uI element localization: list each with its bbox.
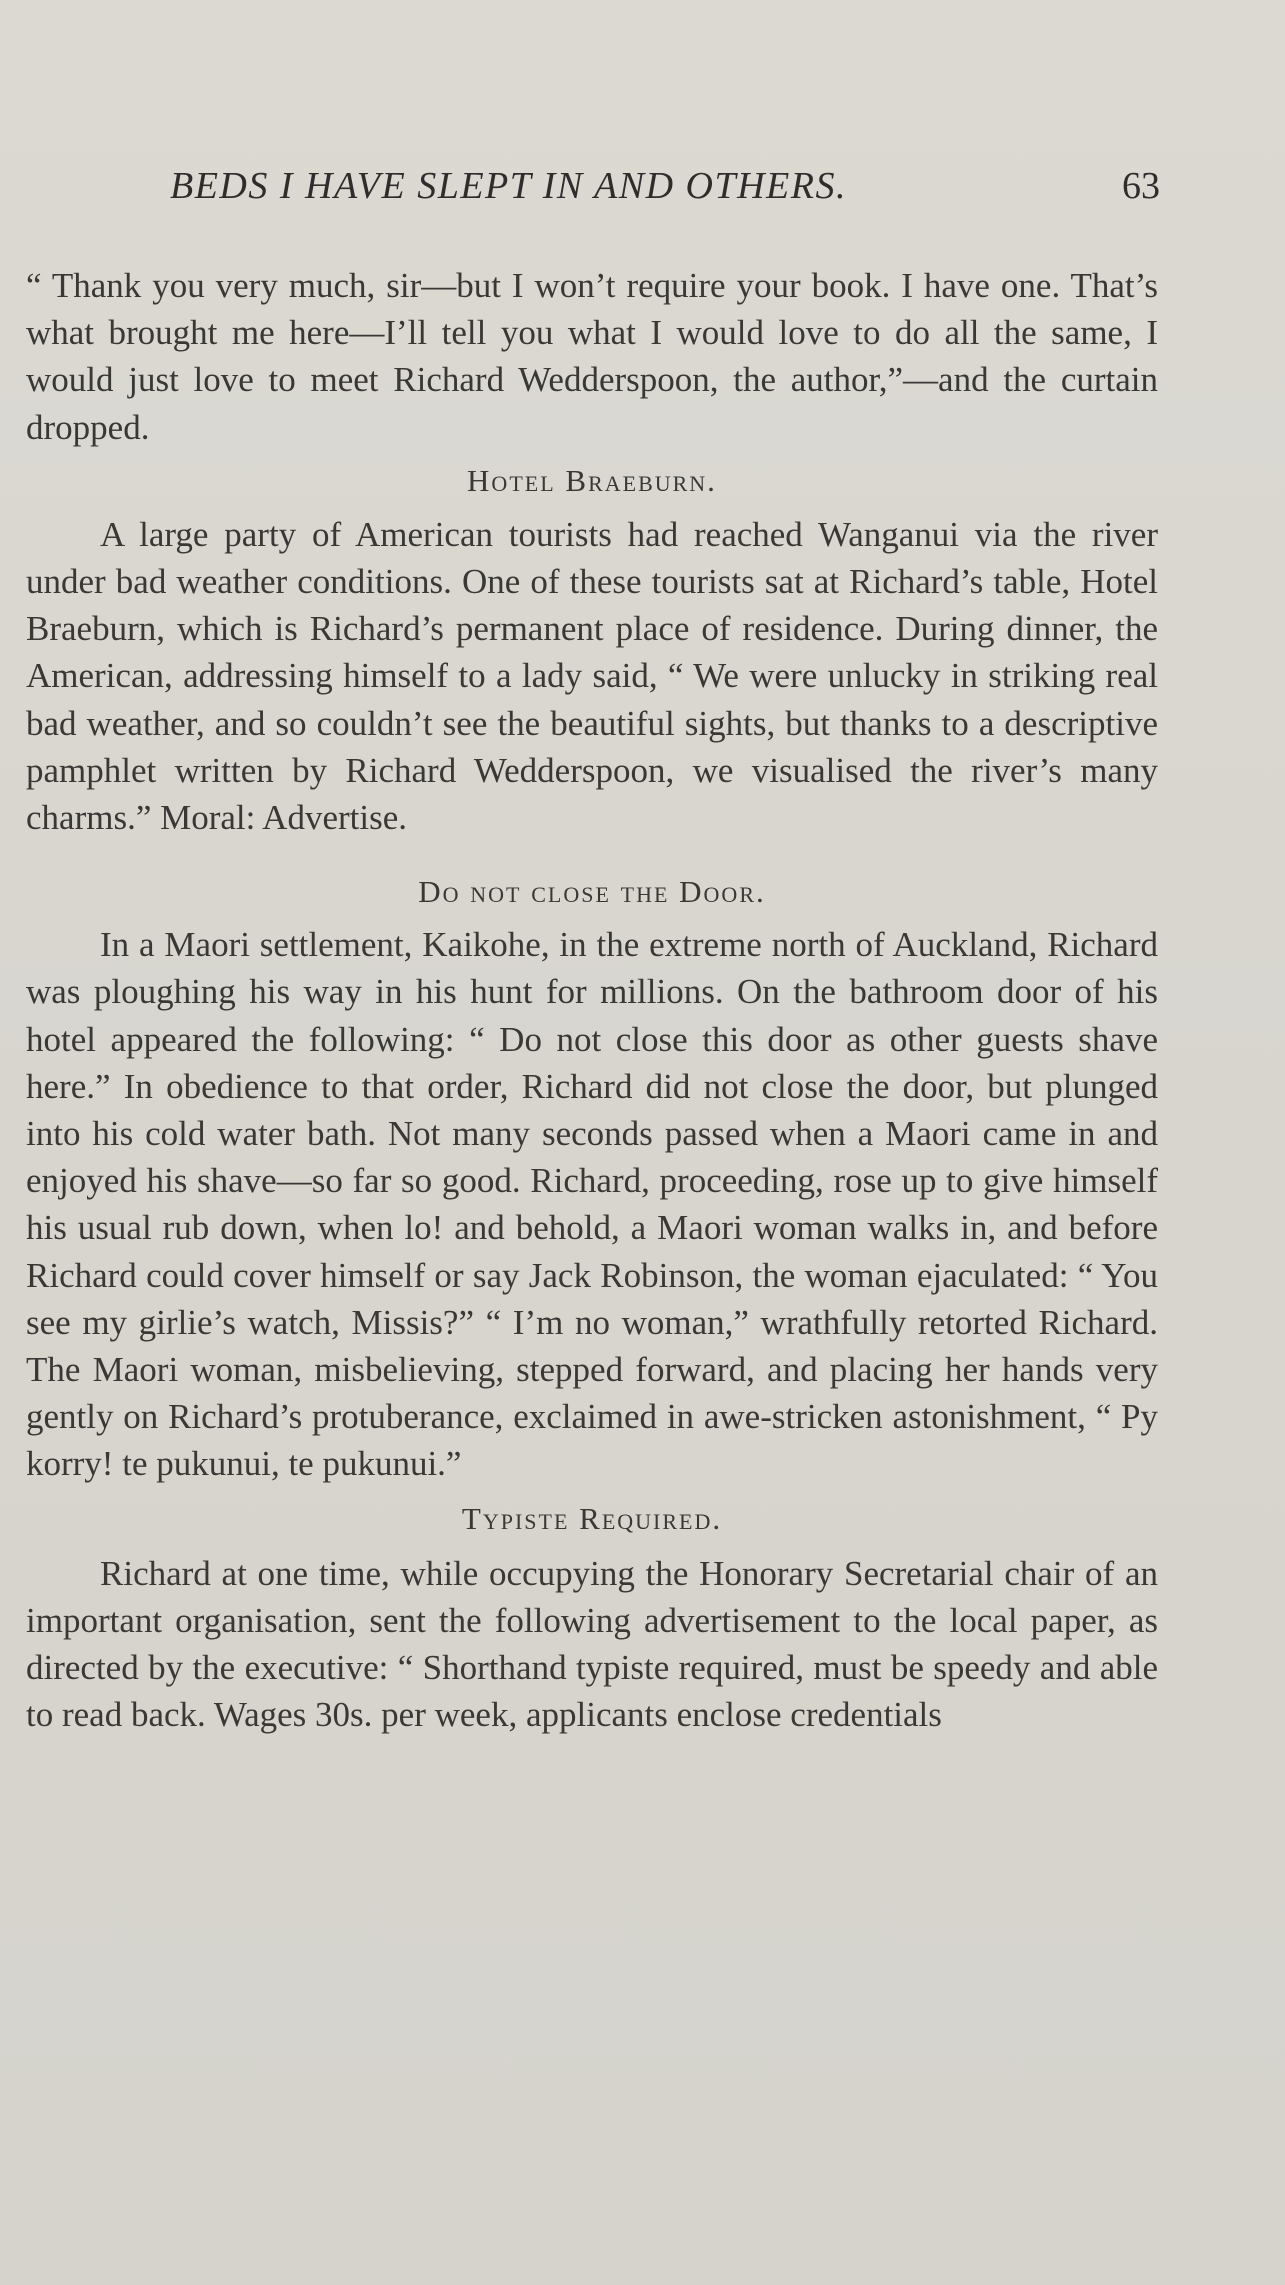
page-number: 63 [1122,165,1160,207]
paragraph-curtain: “ Thank you very much, sir—but I won’t require your book. I have one. That’s what brought me here—I’ll tell you what I would love to do all the same, I would just love to meet Richard Wedderspoon, the author,”—and the curtain dropped. [26,266,1158,447]
section-heading-typiste-required: Typiste Required. [461,1500,723,1536]
running-title: BEDS I HAVE SLEPT IN AND OTHERS. [170,165,847,207]
paragraph-american-tourists: A large party of American tourists had reached Wanganui via the river under bad weather conditions. One of these tourists sat at Richard’s table, Hotel Braeburn, which is Richard’s permanent place of residence. During dinner, the American, addressing himself to a lady said, “ We were unlucky in striking real bad weather, and so couldn’t see the beautiful sights, but thanks to a descriptive pamphlet written by Richard Wedderspoon, we visualised the river’s many charms.” Moral: Advertise. [26,514,1158,838]
paragraph-typiste-advertisement: Richard at one time, while occupying the Honorary Secretarial chair of an important organisation, sent the following advertisement to the local paper, as directed by the executive: “ Shorthand typiste required, must be speedy and able to read back. Wages 30s. per week, applicants enclose credentials [26,1553,1158,1735]
running-head [170,164,1160,214]
paragraph-maori-settlement: In a Maori settlement, Kaikohe, in the extreme north of Auckland, Richard was ploughing his way in his hunt for millions. On the bathroom door of his hotel appeared the following: “ Do not close this door as other guests shave here.” In obedience to that order, Richard did not close the door, but plunged into his cold water bath. Not many seconds passed when a Maori came in and enjoyed his shave—so far so good. Richard, proceeding, rose up to give himself his usual rub down, when lo! and behold, a Maori woman walks in, and before Richard could cover himself or say Jack Robinson, the woman ejaculated: “ You see my girlie’s watch, Missis?” “ I’m no woman,” wrathfully retorted Richard. The Maori woman, misbelieving, stepped forward, and placing her hands very gently on Richard’s protuberance, exclaimed in awe-stricken astonishment, “ Py korry! te pukunui, te pukunui.” [26,925,1158,1484]
body-text [26,262,1158,1738]
section-heading-hotel-braeburn: Hotel Braeburn. [467,462,717,498]
section-heading-do-not-close-door: Do not close the Door. [418,874,766,910]
